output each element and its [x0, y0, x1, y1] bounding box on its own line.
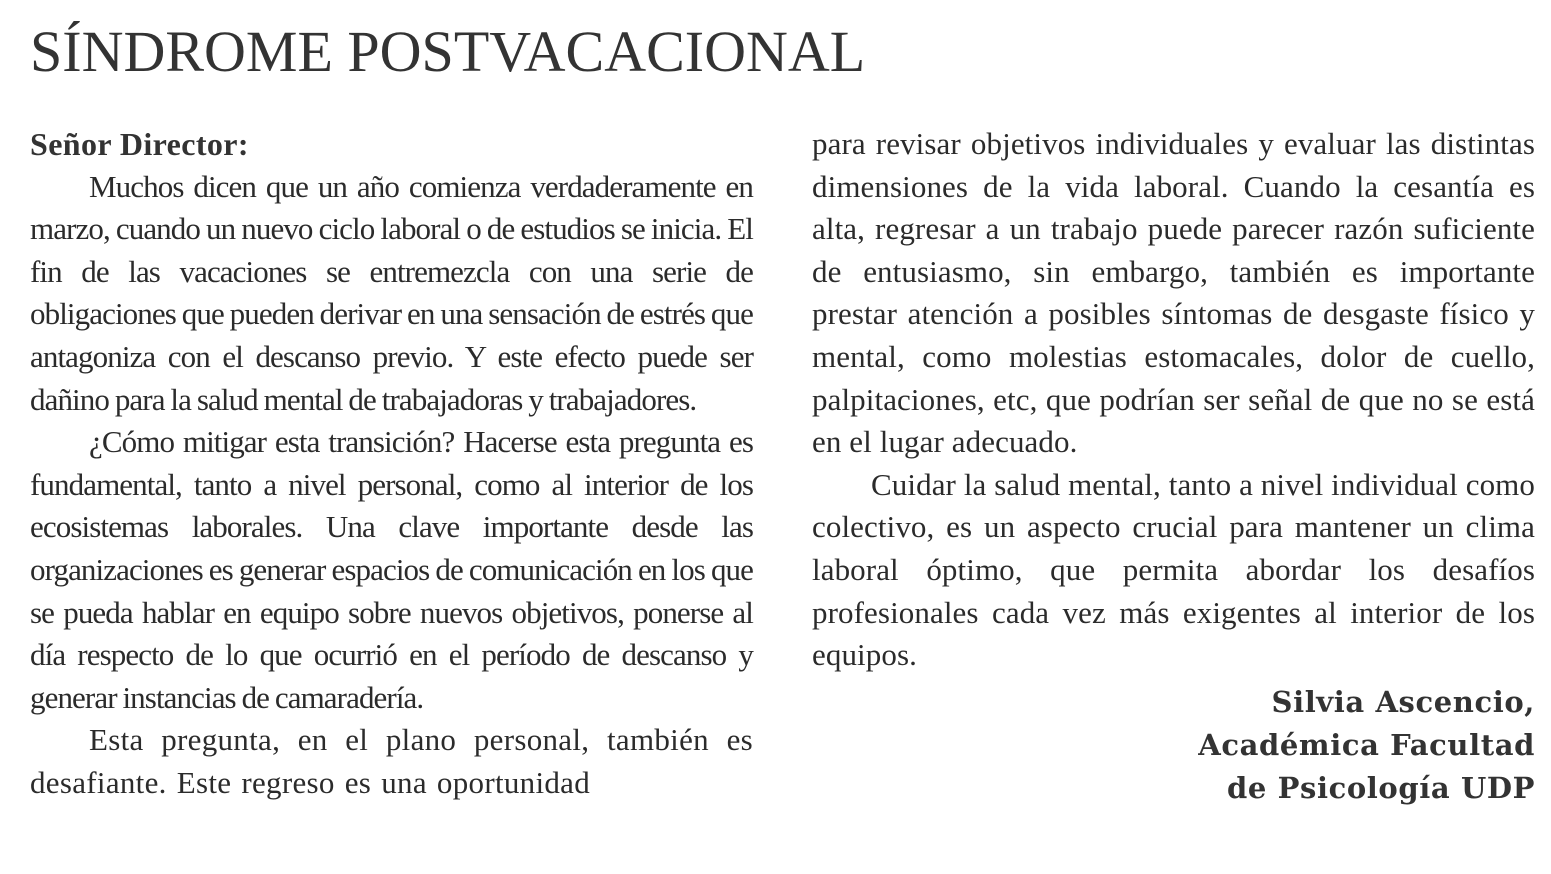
paragraph-2: ¿Cómo mitigar esta transición? Hacerse esta pregunta es fundamental, tanto a nivel personal, como al interior de los ecosistemas laborales. Una clave importante desde las organizaciones es generar espacios de comunicación en los que se pueda hablar en equipo sobre nuevos objetivos, ponerse al día respecto de lo que ocurrió en el período de descanso y generar instancias de camaradería.	[30, 424, 753, 715]
paragraph-3-continuation: para revisar objetivos individuales y evaluar las distintas dimensiones de la vida laboral. Cuando la cesantía es alta, regresar a un trabajo puede parecer razón suficiente de entusiasmo, sin embargo, también es importante prestar atención a posibles síntomas de desgaste físico y mental, como molestias estomacales, dolor de cuello, palpitaciones, etc, que podrían ser señal de que no se está en el lugar adecuado.	[812, 126, 1535, 460]
signature-institution: de Psicología UDP	[1227, 770, 1535, 805]
signature-role: Académica Facultad	[1198, 727, 1535, 762]
paragraph-3-start: Esta pregunta, en el plano personal, también es desafiante. Este regreso es una oportunidad	[30, 722, 753, 800]
paragraph-1: Muchos dicen que un año comienza verdaderamente en marzo, cuando un nuevo ciclo laboral o de estudios se inicia. El fin de las vacaciones se entremezcla con una serie de obligaciones que pueden derivar en una sensación de estrés que antagoniza con el descanso previo. Y este efecto puede ser dañino para la salud mental de trabajadoras y trabajadores.	[30, 168, 753, 417]
left-column	[30, 123, 753, 805]
paragraph-4: Cuidar la salud mental, tanto a nivel individual como colectivo, es un aspecto crucial para mantener un clima laboral óptimo, que permita abordar los desafíos profesionales cada vez más exigentes al interior de los equipos.	[812, 466, 1535, 673]
salutation: Señor Director:	[30, 126, 249, 162]
signature-block	[812, 681, 1535, 810]
right-column	[812, 123, 1535, 810]
signature-name: Silvia Ascencio,	[1271, 684, 1535, 719]
headline: SÍNDROME POSTVACACIONAL	[30, 19, 866, 84]
